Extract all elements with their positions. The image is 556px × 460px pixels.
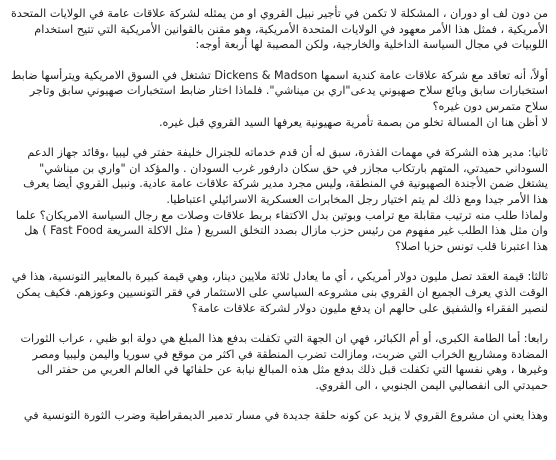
post-paragraph-second-point: ثانيا: مدير هذه الشركة في مهمات القذرة، سبق له أن قدم خدماته للجنرال خليفة حفتر في ليبيا ،وقائد جهاز الدعم السوداني حميدتي، المتهم بارتكاب مجازر في حق سكان دارفور غرب السودان . والمؤكد ان "واري بن ميناشي" يشتغل ضمن الأجندة الصهيونية في المنطقة، وليس مجرد مدير شركة علاقات عامة عادية. ونبيل القروي أيضا يعرف هذا الأمر جيدا ومع ذلك لم يتم اختيار رجل المخابرات العسكرية الاسرائيلي اعتباطيا. [23,146,548,206]
paragraph-gap [6,53,548,68]
paragraph-gap [6,254,548,269]
post-paragraph-second-question: ولماذا طلب منه ترتيب مقابلة مع ترامب وبوتين بدل الاكتفاء بربط علاقات وصلات مع رجال السياسة الامريكان؟ علما وان مثل هذا الطلب غير مفهوم من رئيس حزب مازال بصدد التخلق السريع ( مثل الاكلة السريعة Fast Food ) هل هذا اعتبرنا قلب تونس حزبا اصلا؟ [15,208,548,253]
post-paragraph-first-comment: لا أظن هنا ان المسالة تخلو من بصمة تأمرية صهيونية يعرفها السيد القروي قبل غيره. [158,115,548,129]
paragraph-gap [6,130,548,145]
post-body [6,6,548,424]
post-paragraph-fourth-point: رابعا: أما الطامة الكبرى، أو أم الكبائر، فهي ان الجهة التي تكفلت بدفع هذا المبلغ هي دولة ابو ظبي ، عراب الثورات المضادة ومشاريع الخراب التي ضربت، ومازالت تضرب المنطقة في اكثر من موقع في سوريا واليمن وليبيا ومصر وغيرها ، وهي نفسها التي تكفلت قبل ذلك بدفع مثل هذه المبالغ نيابة عن حلفائها في العالم العربي من حفتر الى حميدتي الى انفصاليي اليمن الجنوبي ، الى القروي. [20,332,548,392]
post-paragraph-first-point: أولاً، أنه تعاقد مع شركة علاقات عامة كندية اسمها Dickens & Madson تشتغل في السوق الامريكية ويترأسها ضابط استخبارات سابق وبائع سلاح صهيوني يدعى"اري بن ميناشي". فلماذا اختار ضابط استخبارات صهيوني سابق وتاجر سلاح متمرس دون غيره؟ [11,68,548,113]
post-paragraph-third-point: ثالثا: قيمة العقد تصل مليون دولار أمريكي ، أي ما يعادل ثلاثة ملايين دينار، وهي قيمة كبيرة بالمعايير التونسية، هذا في الوقت الذي يعرف الجميع ان القروي بنى مشروعه السياسي على الاستثمار في فقر التونسيين وعوزهم. فكيف يمكن لنصير الفقراء والشفيق على حالهم ان يدفع مليون دولار لشركة علاقات عامة؟ [11,270,548,315]
post-paragraph-intro: من دون لف او دوران ، المشكلة لا تكمن في تأجير نبيل القروي او من يمثله لشركة علاقات عامة في الولايات المتحدة الأمريكية ، فمثل هذا الأمر معهود في الولايات المتحدة الأمريكية، وهو مقنن بالقوانين الأمريكية التي تتيح استخدام اللوبيات في مجال السياسة الداخلية والخارجية، ولكن المصيبة لها أربعة أوجه: [10,7,548,52]
post-paragraph-conclusion: وهذا يعني ان مشروع القروي لا يزيد عن كونه حلقة جديدة في مسار تدمير الديمقراطية وضرب الثورة التونسية في [23,409,548,423]
paragraph-gap [6,393,548,408]
paragraph-gap [6,316,548,331]
